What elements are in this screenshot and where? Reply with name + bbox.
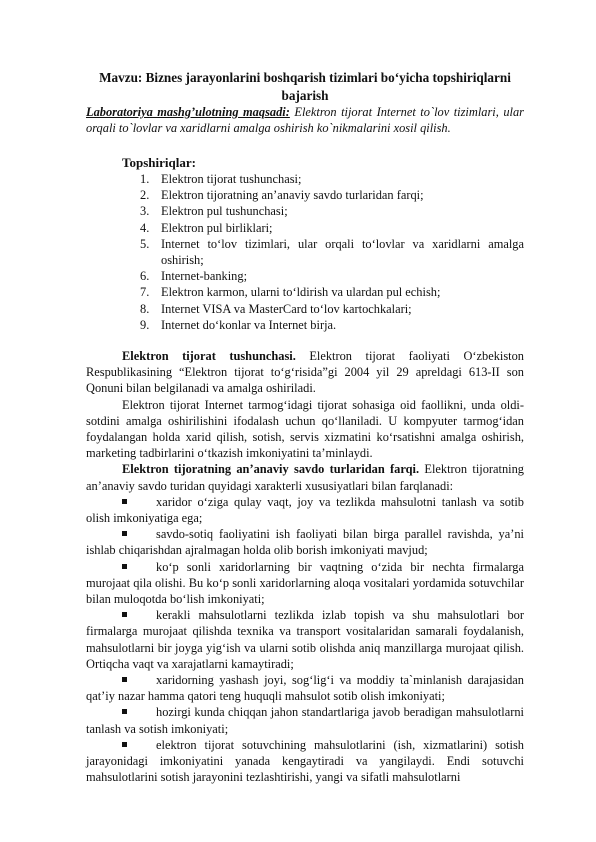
square-bullet-icon xyxy=(122,742,127,747)
task-item xyxy=(140,187,524,203)
section-heading: Elektron tijoratning an’anaviy savdo turlaridan farqi. xyxy=(122,462,420,477)
task-number: 5. xyxy=(140,236,150,251)
task-number: 1. xyxy=(140,172,150,186)
task-number: 6. xyxy=(140,269,150,284)
task-number: 3. xyxy=(140,204,150,219)
task-item xyxy=(140,301,524,317)
task-item xyxy=(140,317,524,333)
task-text: Elektron karmon, ularni to‘ldirish va ulardan pul echish; xyxy=(161,285,441,300)
task-number: 9. xyxy=(140,317,150,332)
section-text: Elektron tijorat faoliyati O‘zbekiston Respublikasining “Elektron tijorat to‘g‘risida”gi 2004 yil 29 apreldagi 613-II son Qonuni bilan belgilanadi va amalga oshiriladi. xyxy=(86,349,525,396)
section-text: Elektron tijoratning an’anaviy savdo turidan quyidagi xarakterli xususiyatlari bilan farqlanadi: xyxy=(86,462,524,493)
task-text: Internet VISA va MasterCard to‘lov kartochkalari; xyxy=(161,301,412,316)
square-bullet-icon xyxy=(122,499,127,504)
bullet-text: savdo-sotiq faoliyatini ish faoliyati bilan birga parallel ravishda, ya’ni ishlab chiqarishdan ajralmagan holda olib borish imkoniyati mavjud; xyxy=(86,527,524,558)
task-number: 7. xyxy=(140,285,150,300)
bullet-item xyxy=(86,526,524,558)
task-item xyxy=(140,220,524,236)
lab-aim-paragraph xyxy=(86,104,524,136)
task-number: 8. xyxy=(140,301,150,316)
section-paragraph xyxy=(86,348,524,397)
square-bullet-icon xyxy=(122,612,127,617)
task-number: 2. xyxy=(140,188,150,203)
square-bullet-icon xyxy=(122,677,127,682)
bullet-text: ko‘p sonli xaridorlarning bir vaqtning o‘zida bir nechta firmalarga murojaat qila olishi. Bu ko‘p sonli xaridorlarning aloqa vositalari yordamida sotuvchilar bilan muloqotda bo‘lish imkoniyati; xyxy=(86,559,524,607)
section-paragraph xyxy=(86,461,524,493)
task-item xyxy=(140,268,524,284)
bullet-text: hozirgi kunda chiqqan jahon standartlariga javob beradigan mahsulotlarni tanlash va sotish imkoniyati; xyxy=(86,705,524,736)
tasks-list xyxy=(140,171,524,333)
task-text: Internet-banking; xyxy=(161,269,248,284)
task-text: Internet do‘konlar va Internet birja. xyxy=(161,317,337,332)
bullet-text: xaridorning yashash joyi, sog‘lig‘i va moddiy ta`minlanish darajasidan qat’iy nazar hamma qatori teng huquqli mahsulot sotib olish imkoniyati; xyxy=(86,673,524,704)
task-item xyxy=(140,284,524,300)
task-text: Elektron pul birliklari; xyxy=(161,220,273,235)
lab-aim-text: Elektron tijorat Internet to`lov tizimlari, ular orqali to`lovlar va xaridlarni amalga oshirish ko`nikmalarini xosil qilish. xyxy=(86,105,524,136)
lab-aim-label: Laboratoriya mashg’ulotning maqsadi: xyxy=(86,105,290,119)
task-text: Elektron tijoratning an’anaviy savdo turlaridan farqi; xyxy=(161,188,424,203)
task-text: Internet to‘lov tizimlari, ular orqali to‘lovlar va xaridlarni amalga oshirish; xyxy=(161,236,524,268)
task-text: Elektron tijorat tushunchasi; xyxy=(161,172,302,186)
task-item xyxy=(140,171,524,187)
bullet-item xyxy=(86,704,524,736)
square-bullet-icon xyxy=(122,709,127,714)
bullet-text: xaridor o‘ziga qulay vaqt, joy va tezlikda mahsulotni tanlash va sotib olish imkoniyatiga ega; xyxy=(86,494,524,526)
tasks-heading: Topshiriqlar: xyxy=(122,155,196,170)
bullet-text: elektron tijorat sotuvchining mahsulotlarini (ish, xizmatlarini) sotish jarayonidagi imkoniyatini yanada kengaytiradi va yangilaydi. Endi sotuvchi mahsulotlarini sotish jarayonini tezlashtirishi, yangi va sifatli mahsulotlarni xyxy=(86,737,524,785)
square-bullet-icon xyxy=(122,564,127,569)
task-item xyxy=(140,203,524,219)
body-paragraph: Elektron tijorat Internet tarmog‘idagi tijorat sohasiga oid faollikni, unda oldi-sotdini amalga oshirilishini ifodalash uchun qo‘llaniladi. U kompyuter tarmog‘idan foydalangan holda xarid qilish, sotish, servis xizmatini ko‘rsatishni amalga oshirish, marketing tadbirlarini o‘tkazish imkoniyatini ta’minlaydi. xyxy=(86,397,524,461)
document-body xyxy=(86,348,524,785)
bullet-item xyxy=(86,737,524,786)
bullet-item xyxy=(86,559,524,608)
bullet-item xyxy=(86,672,524,704)
task-number: 4. xyxy=(140,220,150,235)
square-bullet-icon xyxy=(122,531,127,536)
section-heading: Elektron tijorat tushunchasi. xyxy=(122,349,296,363)
bullet-text: kerakli mahsulotlarni tezlikda izlab topish va shu mahsulotlari bor firmalarga murojaat qilishda texnika va transport vositalaridan samarali foydalanish, mahsulotlarni bir joyga yig‘ish va ularni sotib olishda aniq manzillarga murojaat qilish. Ortiqcha vaqt va xarajatlarni kamaytiradi; xyxy=(86,608,524,671)
bullet-item xyxy=(86,494,524,526)
bullet-item xyxy=(86,607,524,672)
task-text: Elektron pul tushunchasi; xyxy=(161,204,288,219)
page-title: Mavzu: Biznes jarayonlarini boshqarish tizimlari bo‘yicha topshiriqlarni bajarish xyxy=(99,70,511,103)
task-item xyxy=(140,236,524,268)
